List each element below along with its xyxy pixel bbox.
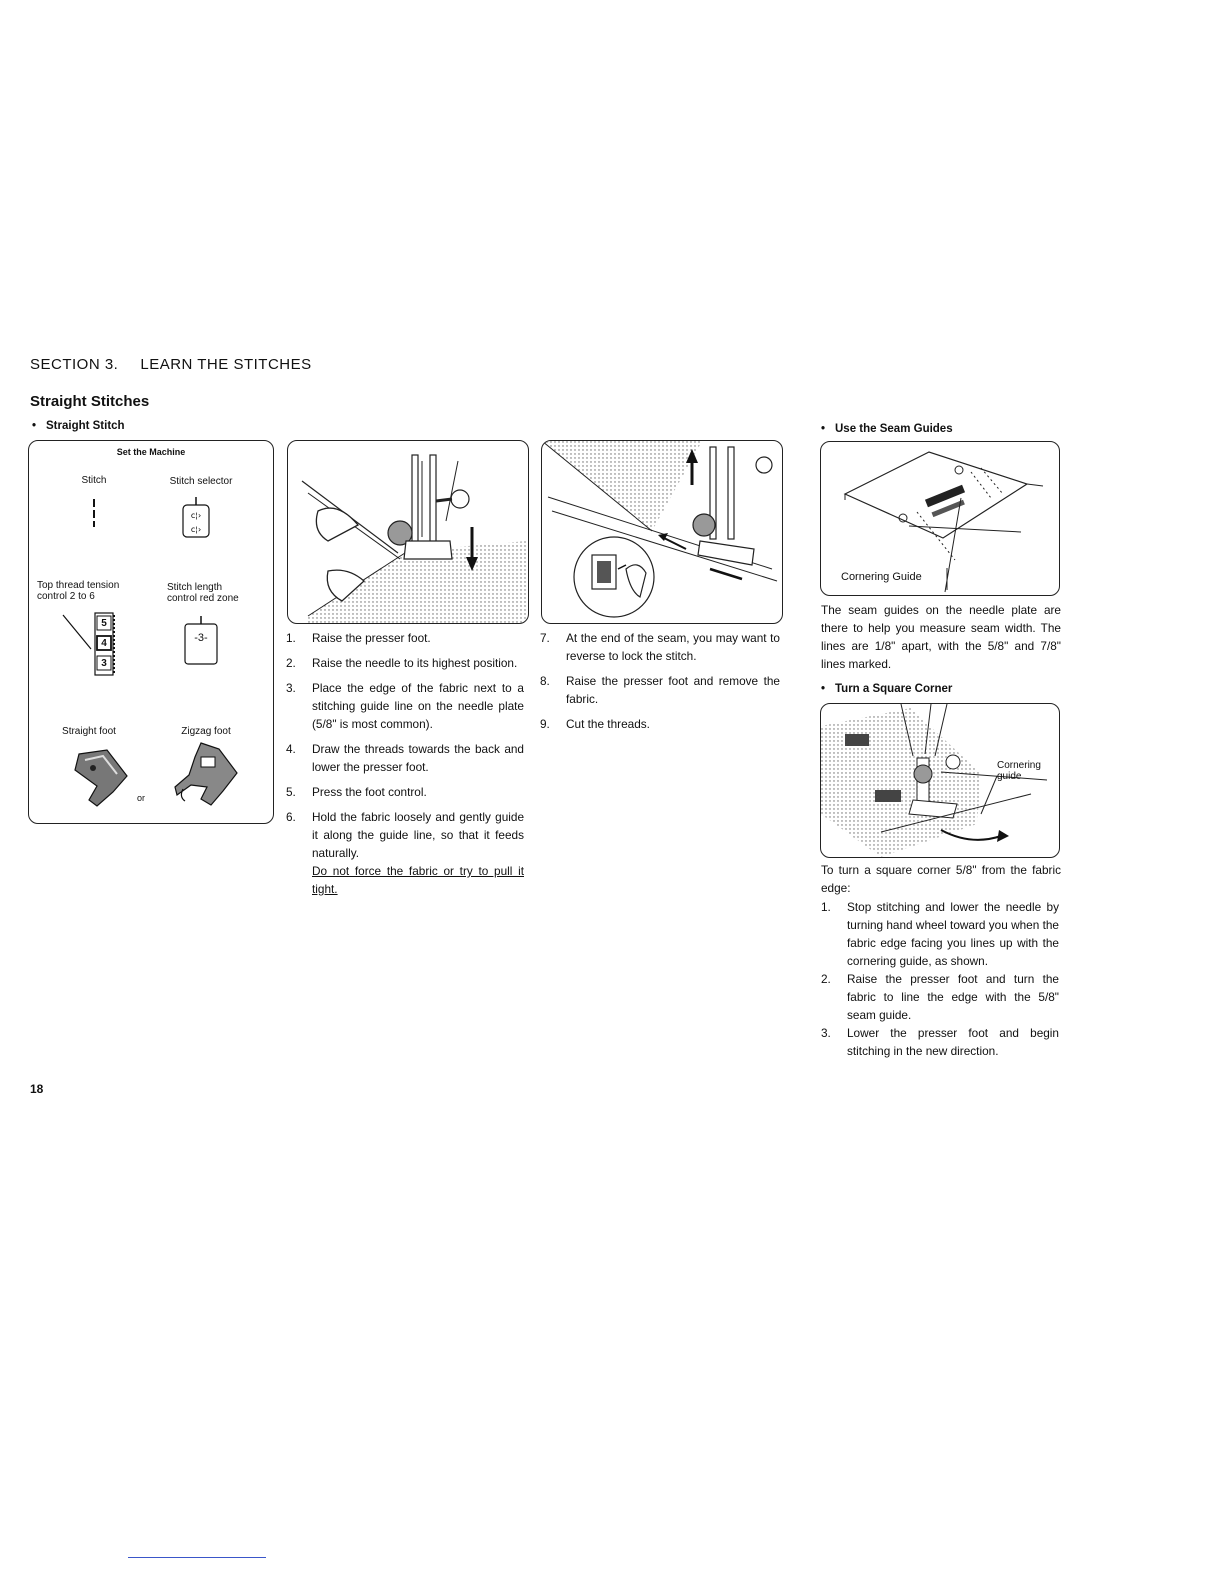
bullet-seam-guides: • Use the Seam Guides <box>821 423 953 435</box>
or-label: or <box>136 793 145 803</box>
svg-text:c¦›: c¦› <box>190 511 202 520</box>
bottom-rule <box>128 1557 266 1558</box>
step-text: Lower the presser foot and begin stitching in the new direction. <box>847 1026 1059 1058</box>
stitch-selector-icon <box>181 497 211 539</box>
length-label: Stitch length control red zone <box>167 582 239 604</box>
section-name: LEARN THE STITCHES <box>140 356 312 373</box>
tension-value-3: 3 <box>101 658 107 669</box>
cornering-label-line2: guide <box>997 771 1022 782</box>
straight-foot-icon <box>67 746 131 810</box>
step-text: Hold the fabric loosely and gently guide it along the guide line, so that it feeds naturally. <box>312 810 524 860</box>
list-item <box>821 970 1059 1024</box>
zigzag-foot-icon <box>171 739 241 811</box>
corner-steps <box>821 898 1059 1060</box>
panel-title: Set the Machine <box>116 447 186 457</box>
step-number: 2. <box>821 972 831 986</box>
bullet-square-corner: • Turn a Square Corner <box>821 683 952 695</box>
list-item <box>821 898 1059 970</box>
step-text: Raise the presser foot and remove the fabric. <box>566 674 780 706</box>
steps-list-b <box>540 629 780 740</box>
step-text: Draw the threads towards the back and lower the presser foot. <box>312 742 524 774</box>
tension-value-5: 5 <box>101 618 107 629</box>
steps-list-a <box>286 629 524 898</box>
sewing-needle-icon <box>288 441 528 623</box>
list-item <box>286 679 524 733</box>
bullet-straight-stitch: • Straight Stitch <box>32 420 125 432</box>
step-number: 8. <box>540 674 550 688</box>
tension-value-4: 4 <box>101 638 107 649</box>
step-text: Place the edge of the fabric next to a stitching guide line on the needle plate (5/8" is most common). <box>312 681 524 731</box>
cornering-label <box>997 760 1057 782</box>
straight-stitch-icon <box>87 497 101 529</box>
step-number: 3. <box>286 681 296 695</box>
seam-guide-description: The seam guides on the needle plate are there to help you measure seam width. The lines are 1/8" apart, with the 5/8" and 7/8" lines marked. <box>821 603 1061 671</box>
warning-text: Do not force the fabric or try to pull it tight. <box>312 864 524 896</box>
reverse-lever-icon <box>542 441 782 623</box>
step-number: 5. <box>286 785 296 799</box>
step-text: At the end of the seam, you may want to reverse to lock the stitch. <box>566 631 780 663</box>
section-number: SECTION 3. <box>30 356 119 373</box>
step-text: Press the foot control. <box>312 785 427 799</box>
step-number: 9. <box>540 717 550 731</box>
svg-text:c¦›: c¦› <box>190 525 202 534</box>
step-number: 3. <box>821 1026 831 1040</box>
step-number: 4. <box>286 742 296 756</box>
list-item <box>286 808 524 898</box>
list-item <box>540 715 780 733</box>
stitch-length-value: -3- <box>194 632 208 644</box>
list-item <box>540 672 780 708</box>
step-text: Stop stitching and lower the needle by turning hand wheel toward you when the fabric edge facing you lines up with the cornering guide, as shown. <box>847 900 1059 968</box>
step-number: 1. <box>821 900 831 914</box>
list-item <box>286 629 524 647</box>
step-number: 1. <box>286 631 296 645</box>
zigzag-foot-label: Zigzag foot <box>181 726 231 737</box>
stitch-label: Stitch <box>81 475 107 486</box>
square-corner-illustration <box>820 703 1060 858</box>
presser-foot-illustration <box>287 440 529 624</box>
step-number: 7. <box>540 631 550 645</box>
seam-guide-illustration <box>820 441 1060 596</box>
step-text: Raise the presser foot and turn the fabric to line the edge with the 5/8" seam guide. <box>847 972 1059 1022</box>
step-text: Raise the presser foot. <box>312 631 431 645</box>
cornering-guide-label: Cornering Guide <box>841 571 922 583</box>
straight-foot-label: Straight foot <box>62 726 116 737</box>
corner-intro: To turn a square corner 5/8" from the fabric edge: <box>821 863 1061 895</box>
step-text: Cut the threads. <box>566 717 650 731</box>
list-item <box>286 740 524 776</box>
machine-settings-panel <box>28 440 274 824</box>
list-item <box>286 783 524 801</box>
section-title <box>30 356 312 373</box>
list-item <box>540 629 780 665</box>
subsection-title: Straight Stitches <box>30 393 150 410</box>
list-item <box>286 654 524 672</box>
tension-label: Top thread tension control 2 to 6 <box>37 580 120 602</box>
list-item <box>821 1024 1059 1060</box>
step-text: Raise the needle to its highest position. <box>312 656 518 670</box>
reverse-stitch-illustration <box>541 440 783 624</box>
step-number: 6. <box>286 810 296 824</box>
step-number: 2. <box>286 656 296 670</box>
page-number: 18 <box>30 1082 44 1096</box>
cornering-label-line1: Cornering <box>997 760 1041 771</box>
stitch-selector-label: Stitch selector <box>169 476 233 487</box>
